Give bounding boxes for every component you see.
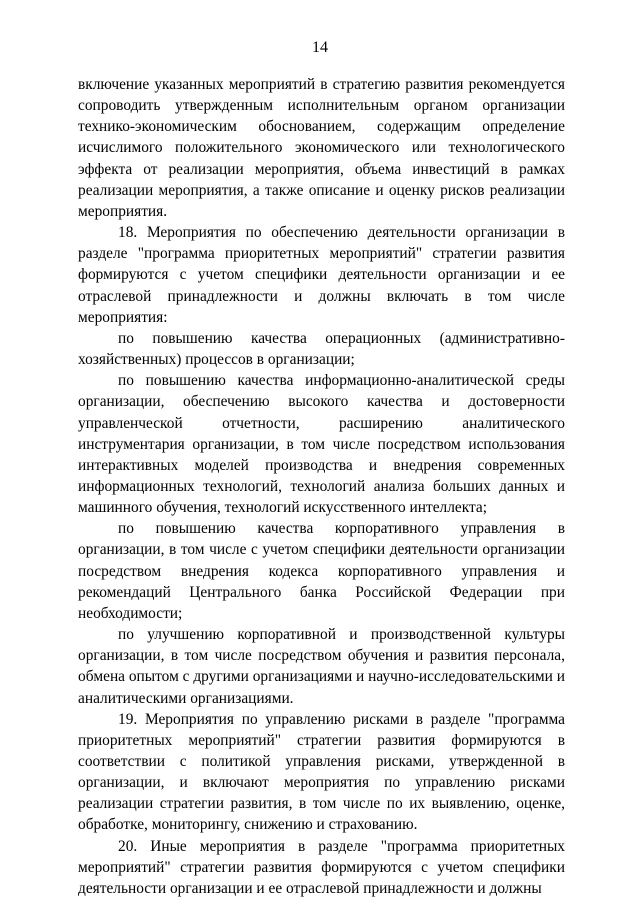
paragraph-continued: включение указанных мероприятий в стратегию развития рекомендуется сопроводить утвержденным исполнительным органом организации технико-экономическим обоснованием, содержащим определение исчислимого положительного экономического или технологического эффекта от реализации мероприятия, объема инвестиций в рамках реализации мероприятия, а также описание и оценку рисков реализации мероприятия. bbox=[78, 76, 565, 220]
paragraph-item-20: 20. Иные мероприятия в разделе "программа приоритетных мероприятий" стратегии развития формируются с учетом специфики деятельности организации и ее отраслевой принадлежности и должны bbox=[78, 837, 565, 897]
page-number: 14 bbox=[312, 39, 328, 56]
paragraph-subitem-governance: по повышению качества корпоративного управления в организации, в том числе с учетом специфики деятельности организации посредством внедрения кодекса корпоративного управления и рекомендаций Центрального банка Российской Федерации при необходимости; bbox=[78, 520, 565, 622]
paragraph-item-19: 19. Мероприятия по управлению рисками в разделе "программа приоритетных мероприятий" стратегии развития формируются в соответствии с политикой управления рисками, утвержденной в организации, и включают мероприятия по управлению рисками реализации стратегии развития, в том числе по их выявлению, оценке, обработке, мониторингу, снижению и страхованию. bbox=[78, 710, 565, 834]
paragraph-subitem-culture: по улучшению корпоративной и производственной культуры организации, в том числе посредством обучения и развития персонала, обмена опытом с другими организациями и научно-исследовательскими и аналитическими организациями. bbox=[78, 626, 565, 707]
paragraph-item-18: 18. Мероприятия по обеспечению деятельности организации в разделе "программа приоритетных мероприятий" стратегии развития формируются с учетом специфики деятельности организации и ее отраслевой принадлежности и должны включать в том числе мероприятия: bbox=[78, 224, 565, 326]
paragraph-subitem-information: по повышению качества информационно-аналитической среды организации, обеспечению высокого качества и достоверности управленческой отчетности, расширению аналитического инструментария организации, в том числе посредством использования интерактивных моделей производства и внедрения современных информационных технологий, технологий анализа больших данных и машинного обучения, технологий искусственного интеллекта; bbox=[78, 372, 565, 517]
paragraph-subitem-operational: по повышению качества операционных (административно-хозяйственных) процессов в организации; bbox=[78, 329, 565, 369]
document-body bbox=[78, 74, 565, 899]
